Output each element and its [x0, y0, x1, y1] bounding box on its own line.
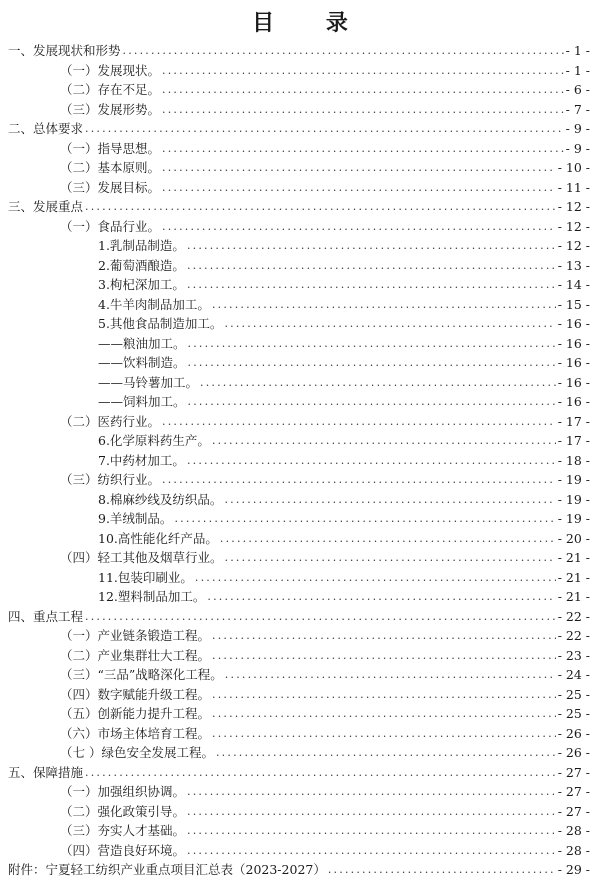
toc-entry[interactable]: [0, 490, 600, 510]
dot-leader: [212, 431, 556, 451]
toc-entry-label: ——饲料加工。: [98, 394, 186, 409]
toc-entry[interactable]: [0, 217, 600, 237]
toc-entry-page: - 25 -: [557, 686, 590, 702]
toc-entry-label: （二）医药行业。: [60, 413, 161, 429]
toc-entry-page: - 21 -: [557, 589, 590, 604]
dot-leader: [200, 373, 556, 393]
toc-entry-page: - 27 -: [557, 764, 590, 780]
toc-entry-page: - 17 -: [557, 413, 590, 429]
dot-leader: [212, 704, 556, 724]
toc-entry-page: - 11 -: [557, 179, 590, 195]
toc-entry[interactable]: [0, 782, 600, 802]
dot-leader: [188, 334, 556, 354]
toc-entry-page: - 1 -: [565, 43, 590, 58]
toc-entry-label: （三）夯实人才基础。: [60, 823, 186, 838]
toc-entry[interactable]: [0, 139, 600, 159]
toc-entry[interactable]: [0, 685, 600, 705]
toc-entry-label: （四）数字赋能升级工程。: [60, 686, 211, 702]
toc-entry-page: - 9 -: [565, 140, 590, 156]
toc-entry-page: - 9 -: [565, 121, 590, 136]
dot-leader: [212, 626, 556, 646]
toc-entry-label: （三）发展目标。: [60, 179, 161, 195]
dot-leader: [212, 295, 556, 315]
toc-entry-page: - 18 -: [557, 452, 590, 468]
toc-entry-page: - 26 -: [557, 745, 590, 760]
toc-entry-page: - 28 -: [557, 823, 590, 838]
toc-entry[interactable]: [0, 275, 600, 295]
table-of-contents: [0, 41, 600, 880]
toc-entry[interactable]: [0, 587, 600, 607]
toc-entry[interactable]: [0, 119, 600, 139]
toc-entry-label: ——粮油加工。: [98, 335, 186, 351]
dot-leader: [212, 646, 556, 666]
toc-entry[interactable]: [0, 860, 600, 880]
dot-leader: [225, 665, 556, 685]
toc-entry-label: 五、保障措施: [8, 764, 84, 780]
toc-entry-label: 3.枸杞深加工。: [98, 277, 185, 292]
dot-leader: [224, 314, 555, 334]
toc-entry[interactable]: [0, 256, 600, 276]
toc-entry-label: 12.塑料制品加工。: [98, 589, 206, 604]
toc-entry-label: （二）基本原则。: [60, 160, 161, 175]
toc-entry-page: - 22 -: [557, 628, 590, 643]
dot-leader: [174, 509, 555, 529]
toc-entry-label: 四、重点工程: [8, 608, 84, 624]
toc-entry[interactable]: [0, 412, 600, 432]
toc-entry-page: - 16 -: [557, 394, 590, 409]
toc-entry-page: - 20 -: [557, 530, 590, 546]
toc-entry-page: - 12 -: [557, 199, 590, 214]
dot-leader: [162, 178, 556, 198]
dot-leader: [212, 724, 556, 744]
toc-entry-page: - 16 -: [557, 355, 590, 370]
toc-entry-page: - 26 -: [557, 725, 590, 741]
toc-entry-page: - 6 -: [565, 82, 590, 97]
toc-entry-label: 一、发展现状和形势: [8, 43, 121, 58]
dot-leader: [187, 236, 556, 256]
toc-entry[interactable]: [0, 763, 600, 783]
toc-entry[interactable]: [0, 80, 600, 100]
toc-entry-label: 1.乳制品制造。: [98, 238, 185, 253]
toc-entry-page: - 28 -: [557, 842, 590, 858]
toc-entry-label: 8.棉麻纱线及纺织品。: [98, 491, 223, 507]
toc-entry-page: - 16 -: [557, 335, 590, 351]
dot-leader: [187, 821, 556, 841]
toc-entry-page: - 22 -: [557, 608, 590, 624]
dot-leader: [187, 782, 556, 802]
toc-entry-label: 三、发展重点: [8, 199, 84, 214]
toc-entry-page: - 15 -: [557, 296, 590, 312]
toc-entry-label: 7.中药材加工。: [98, 452, 185, 468]
toc-entry-label: 11.包装印刷业。: [98, 569, 193, 585]
dot-leader: [85, 197, 556, 217]
toc-entry[interactable]: [0, 841, 600, 861]
toc-entry[interactable]: [0, 529, 600, 549]
toc-entry-label: （三）发展形势。: [60, 101, 161, 117]
toc-entry[interactable]: [0, 802, 600, 822]
toc-entry-page: - 23 -: [557, 647, 590, 663]
toc-entry[interactable]: [0, 353, 600, 373]
toc-entry-page: - 16 -: [557, 374, 590, 390]
dot-leader: [212, 685, 556, 705]
dot-leader: [162, 158, 556, 178]
toc-entry[interactable]: [0, 392, 600, 412]
toc-entry-label: 2.葡萄酒酿造。: [98, 257, 185, 273]
toc-entry-label: ——饮料制造。: [98, 355, 186, 370]
toc-entry-page: - 7 -: [565, 101, 590, 117]
toc-entry[interactable]: [0, 665, 600, 685]
toc-entry-label: （一）食品行业。: [60, 218, 161, 234]
toc-entry-label: 6.化学原料药生产。: [98, 433, 210, 448]
toc-entry-page: - 1 -: [565, 62, 590, 78]
toc-entry-page: - 19 -: [557, 491, 590, 507]
toc-entry-page: - 12 -: [557, 238, 590, 253]
dot-leader: [162, 470, 556, 490]
toc-entry[interactable]: [0, 509, 600, 529]
dot-leader: [188, 353, 556, 373]
dot-leader: [162, 100, 564, 120]
toc-entry-label: （四）轻工其他及烟草行业。: [60, 550, 223, 565]
dot-leader: [195, 568, 556, 588]
toc-entry[interactable]: [0, 724, 600, 744]
dot-leader: [187, 802, 556, 822]
toc-entry-label: （二）强化政策引导。: [60, 803, 186, 819]
toc-entry-label: （七 ）绿色安全发展工程。: [60, 745, 214, 760]
toc-entry-label: （六）市场主体培育工程。: [60, 725, 211, 741]
toc-entry[interactable]: [0, 743, 600, 763]
dot-leader: [188, 392, 556, 412]
toc-entry[interactable]: [0, 314, 600, 334]
toc-entry[interactable]: [0, 821, 600, 841]
toc-entry[interactable]: [0, 568, 600, 588]
toc-entry-page: - 27 -: [557, 784, 590, 799]
toc-entry-label: 9.羊绒制品。: [98, 511, 173, 526]
toc-entry-label: 二、总体要求: [8, 121, 84, 136]
toc-entry-page: - 21 -: [557, 569, 590, 585]
toc-entry[interactable]: [0, 373, 600, 393]
toc-entry-page: - 19 -: [557, 472, 590, 487]
toc-entry-label: （五）创新能力提升工程。: [60, 706, 211, 721]
toc-entry-page: - 19 -: [557, 511, 590, 526]
toc-entry[interactable]: [0, 431, 600, 451]
dot-leader: [207, 587, 555, 607]
toc-entry[interactable]: [0, 61, 600, 81]
toc-entry[interactable]: [0, 626, 600, 646]
dot-leader: [225, 548, 556, 568]
dot-leader: [162, 61, 564, 81]
toc-entry[interactable]: [0, 197, 600, 217]
dot-leader: [328, 860, 556, 880]
toc-entry[interactable]: [0, 646, 600, 666]
toc-entry-label: ——马铃薯加工。: [98, 374, 199, 390]
toc-entry-page: - 12 -: [557, 218, 590, 234]
dot-leader: [162, 217, 556, 237]
dot-leader: [85, 607, 556, 627]
toc-entry-label: 10.高性能化纤产品。: [98, 530, 218, 546]
toc-entry[interactable]: [0, 295, 600, 315]
toc-entry-page: - 16 -: [557, 316, 590, 331]
dot-leader: [85, 119, 564, 139]
toc-entry-page: - 27 -: [557, 803, 590, 819]
toc-entry-label: （四）营造良好环境。: [60, 842, 186, 858]
dot-leader: [187, 256, 556, 276]
toc-entry-label: （三）“三品”战略深化工程。: [60, 667, 223, 682]
page-title: 目 录: [252, 11, 370, 36]
toc-entry[interactable]: [0, 451, 600, 471]
toc-entry-page: - 24 -: [557, 667, 590, 682]
dot-leader: [162, 412, 556, 432]
dot-leader: [187, 451, 556, 471]
toc-entry-label: （一）指导思想。: [60, 140, 161, 156]
toc-entry[interactable]: [0, 548, 600, 568]
toc-entry-label: 5.其他食品制造加工。: [98, 316, 223, 331]
dot-leader: [123, 41, 564, 61]
toc-entry[interactable]: [0, 100, 600, 120]
toc-entry[interactable]: [0, 607, 600, 627]
dot-leader: [162, 80, 564, 100]
dot-leader: [216, 743, 556, 763]
toc-entry-page: - 21 -: [557, 550, 590, 565]
toc-entry-label: （一）发展现状。: [60, 62, 161, 78]
toc-entry-label: （二）产业集群壮大工程。: [60, 647, 211, 663]
toc-entry-page: - 25 -: [557, 706, 590, 721]
dot-leader: [220, 529, 556, 549]
toc-entry-page: - 13 -: [557, 257, 590, 273]
toc-entry[interactable]: [0, 236, 600, 256]
toc-entry-page: - 10 -: [557, 160, 590, 175]
toc-entry-page: - 17 -: [557, 433, 590, 448]
dot-leader: [85, 763, 556, 783]
toc-entry[interactable]: [0, 334, 600, 354]
toc-entry-label: （三）纺织行业。: [60, 472, 161, 487]
toc-entry[interactable]: [0, 704, 600, 724]
dot-leader: [162, 139, 564, 159]
toc-entry[interactable]: [0, 470, 600, 490]
toc-entry-page: - 14 -: [557, 277, 590, 292]
toc-entry-label: （一）产业链条锻造工程。: [60, 628, 211, 643]
toc-entry[interactable]: [0, 41, 600, 61]
toc-entry-label: 附件：宁夏轻工纺织产业重点项目汇总表（2023-2027）: [8, 862, 326, 877]
toc-entry-label: 4.牛羊肉制品加工。: [98, 296, 210, 312]
dot-leader: [224, 490, 555, 510]
toc-entry-page: - 29 -: [557, 862, 590, 877]
toc-entry[interactable]: [0, 178, 600, 198]
toc-entry-label: （一）加强组织协调。: [60, 784, 186, 799]
dot-leader: [187, 275, 556, 295]
toc-entry-label: （二）存在不足。: [60, 82, 161, 97]
dot-leader: [187, 841, 556, 861]
toc-entry[interactable]: [0, 158, 600, 178]
